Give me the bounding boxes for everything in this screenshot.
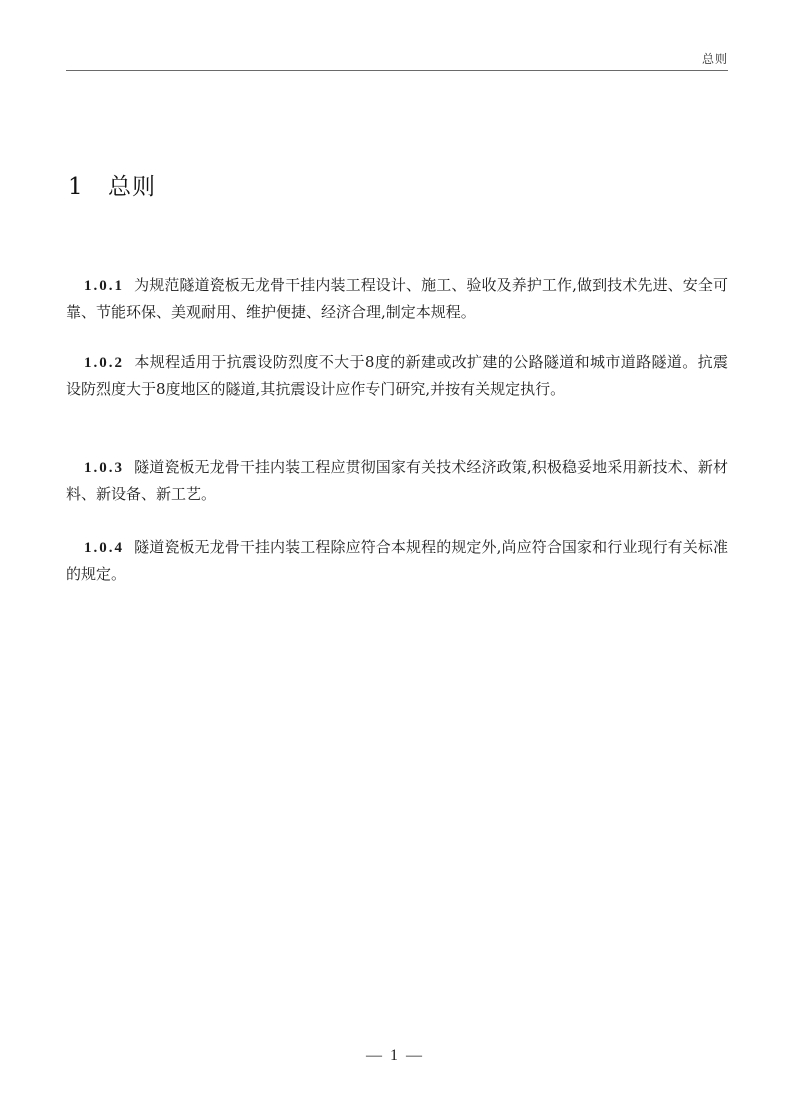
header-rule xyxy=(66,70,728,71)
clause-1-0-4 xyxy=(66,534,728,587)
clause-number: 1.0.4 xyxy=(84,540,124,556)
page-number: — 1 — xyxy=(366,1047,424,1064)
clause-text: 隧道瓷板无龙骨干挂内装工程除应符合本规程的规定外,尚应符合国家和行业现行有关标准的规定。 xyxy=(66,538,728,583)
clause-number: 1.0.3 xyxy=(84,460,124,476)
clause-1-0-2 xyxy=(66,349,728,402)
clause-text: 隧道瓷板无龙骨干挂内装工程应贯彻国家有关技术经济政策,积极稳妥地采用新技术、新材料、新设备、新工艺。 xyxy=(66,458,728,503)
clause-number: 1.0.1 xyxy=(84,278,124,294)
chapter-number: 1 xyxy=(68,174,84,200)
clause-number: 1.0.2 xyxy=(84,355,124,371)
clause-1-0-3 xyxy=(66,454,728,507)
clause-1-0-1 xyxy=(66,272,728,325)
clause-text: 本规程适用于抗震设防烈度不大于8度的新建或改扩建的公路隧道和城市道路隧道。抗震设防烈度大于8度地区的隧道,其抗震设计应作专门研究,并按有关规定执行。 xyxy=(66,353,728,398)
clause-text: 为规范隧道瓷板无龙骨干挂内装工程设计、施工、验收及养护工作,做到技术先进、安全可靠、节能环保、美观耐用、维护便捷、经济合理,制定本规程。 xyxy=(66,276,728,321)
chapter-name: 总则 xyxy=(108,174,156,200)
running-header: 总则 xyxy=(701,52,728,66)
chapter-title xyxy=(68,168,156,201)
